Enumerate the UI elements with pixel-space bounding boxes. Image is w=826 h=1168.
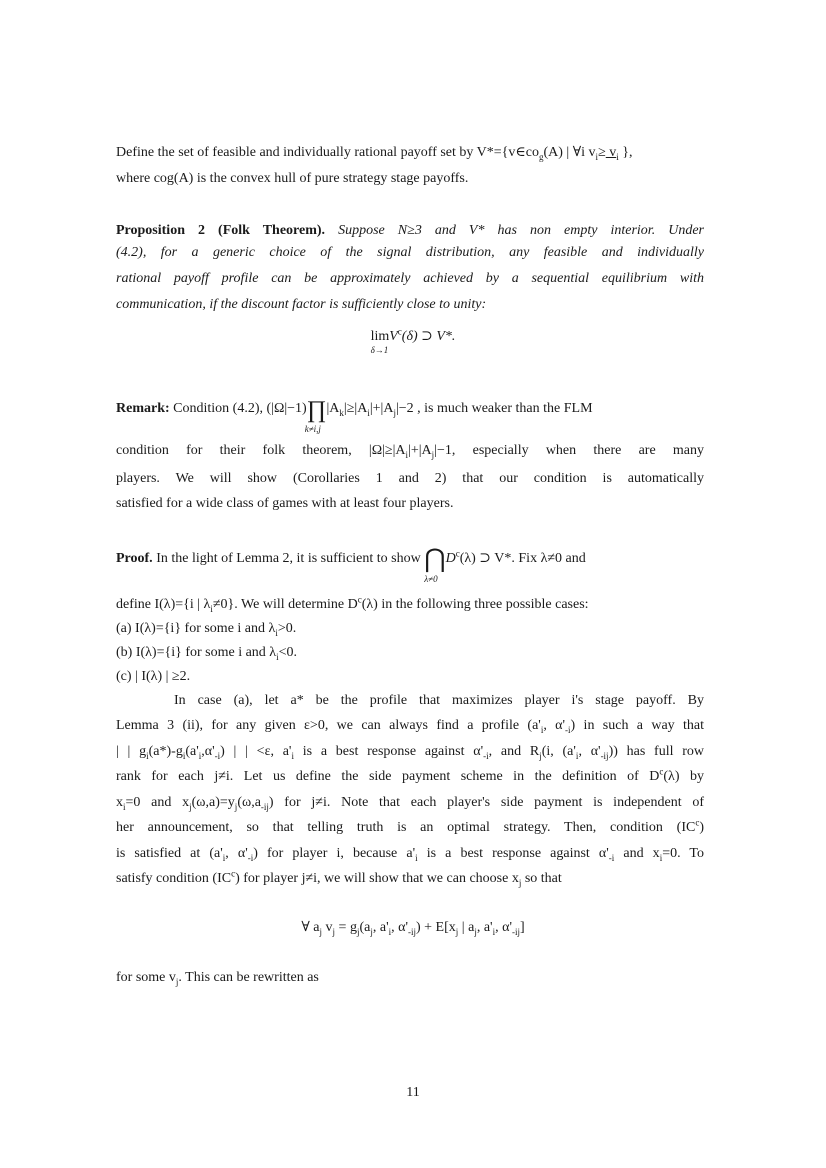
proof-para-line-3: | | $g_i(a*)-g_i(a'_i,\alpha'_{-i})$ | | <ε, $a'_i$ is a best response against $\alpha'_{-i}$, and $R_j(i$, ($a'_i$, $\alpha'_{-ij}$)) has full row (116, 744, 705, 761)
remark-line-2: condition for their folk theorem, $|\Omega|\ge|A_i|+|A_j|-1$, especially when there are many (116, 443, 704, 460)
case-a: (a) I(λ)={i} for some i and $\lambda_i>0$. (116, 621, 297, 638)
page-number: 11 (406, 1085, 420, 1100)
case-c: (c) | I(λ) | ≥2. (116, 669, 191, 684)
proof-para-line-6: her announcement, so that telling truth is an optimal strategy. Then, condition $(IC^c)$ (116, 817, 704, 835)
intersection-symbol: ⋂ (424, 544, 446, 573)
proof-para-line-1: In case (a), let a* be the profile that maximizes player i's stage payoff. By (174, 693, 704, 708)
proof-para-line-5: $x_i=0$ and $x_j(\omega,a)=y_j(\omega,a_{-ij})$ for j≠i. Note that each player's side payment is independent of (116, 795, 705, 812)
side-payment-equation: ∀ $a_j$ $v_j = g_j(a_j$, $a'_i$, $\alpha'_{-ij}) + E[x_j$ | $a_j$, $a'_i$, $\alpha'_{-ij}$] (301, 920, 525, 937)
definition-line-1: Define the set of feasible and individually rational payoff set by $V*=\{v\in co_g(A)$ | ∀i $v_i\ge v_i$ }, (116, 145, 633, 162)
proof-para-line-7: is satisfied at ($a'_i$, $\alpha'_{-i}$) for player i, because $a'_i$ is a best response against $\alpha'_{-i}$ and $x_i=0$. To (116, 846, 705, 863)
proposition-line-2: (4.2), for a generic choice of the signal distribution, any feasible and individually (116, 245, 704, 260)
folk-theorem-formula: limV$^c$(δ) ⊃ V*. δ→1 (370, 326, 456, 355)
proposition-line-1: Proposition 2 (Folk Theorem). Suppose N≥3 and V* has non empty interior. Under (116, 223, 705, 238)
proposition-line-3: rational payoff profile can be approximately achieved by a sequential equilibrium with (116, 271, 704, 286)
proposition-label: Proposition 2 (Folk Theorem). (116, 223, 326, 238)
remark-line-3: players. We will show (Corollaries 1 and 2) that our condition is automatically (116, 471, 704, 486)
proposition-line-4: communication, if the discount factor is sufficiently close to unity: (116, 297, 487, 312)
remark-line-1: Remark: Condition (4.2), (|Ω|−1)∏ k≠i,j $|A_k|\ge|A_i|+|A_j|-2$ , is much weaker than the FLM (116, 397, 593, 434)
proof-line-2: define I(λ)={i | $\lambda_i\ne 0$}. We will determine $D^c(\lambda)$ in the following three possible cases: (116, 594, 589, 614)
remark-line-4: satisfied for a wide class of games with at least four players. (116, 496, 454, 511)
definition-line-2: where cog(A) is the convex hull of pure strategy stage payoffs. (116, 171, 469, 186)
proof-para-line-2: Lemma 3 (ii), for any given ε>0, we can always find a profile ($a'_i$, $\alpha'_{-i}$) in such a way that (116, 718, 704, 735)
proof-label: Proof. (116, 551, 153, 566)
case-b: (b) I(λ)={i} for some i and $\lambda_i<0$. (116, 645, 298, 662)
proof-last-line: for some $v_j$. This can be rewritten as (116, 970, 319, 987)
proof-para-line-8: satisfy condition $(IC^c)$ for player j≠i, we will show that we can choose $x_j$ so that (116, 868, 562, 888)
remark-label: Remark: (116, 401, 170, 416)
product-symbol: ∏ (306, 397, 327, 423)
proof-line-1: Proof. In the light of Lemma 2, it is sufficient to show ⋂ λ≠0 $D^c(\lambda)$ ⊃ V*. Fix λ≠0 and (116, 544, 586, 584)
proof-para-line-4: rank for each j≠i. Let us define the side payment scheme in the definition of $D^c(\lambda)$ by (116, 766, 704, 784)
